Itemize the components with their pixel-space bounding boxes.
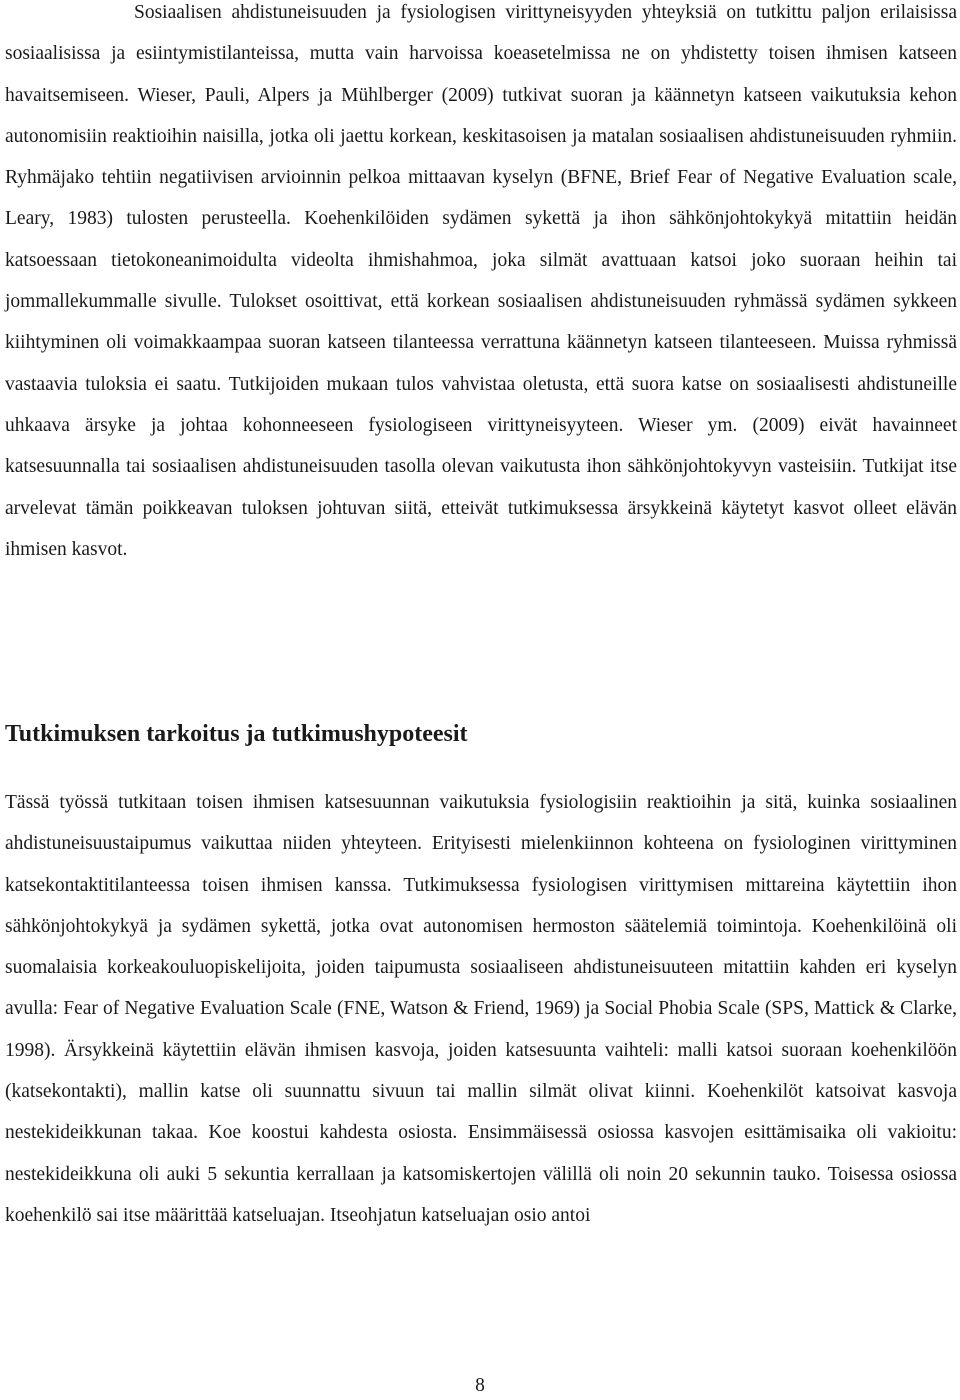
body-paragraph-study-aims: Tässä työssä tutkitaan toisen ihmisen katsesuunnan vaikutuksia fysiologisiin reaktioihin ja sitä, kuinka sosiaalinen ahdistuneisuustaipumus vaikuttaa niiden yhteyteen. Erityisesti mielenkiinnon kohteena on fysiologinen virittyminen katsekontaktitilanteessa toisen ihmisen kanssa. Tutkimuksessa fysiologisen virittymisen mittareina käytettiin ihon sähkönjohtokykyä ja sydämen sykettä, jotka ovat autonomisen hermoston säätelemiä toimintoja. Koehenkilöinä oli suomalaisia korkeakouluopiskelijoita, joiden taipumusta sosiaaliseen ahdistuneisuuteen mitattiin kahden eri kyselyn avulla: Fear of Negative Evaluation Scale (FNE, Watson & Friend, 1969) ja Social Phobia Scale (SPS, Mattick & Clarke, 1998). Ärsykkeinä käytettiin elävän ihmisen kasvoja, joiden katsesuunta vaihteli: malli katsoi suoraan koehenkilöön (katsekontakti), mallin katse oli suunnattu sivuun tai mallin silmät olivat kiinni. Koehenkilöt katsoivat kasvoja nestekideikkunan takaa. Koe koostui kahdesta osiosta. Ensimmäisessä osiossa kasvojen esittämisaika oli vakioitu: nestekideikkuna oli auki 5 sekuntia kerrallaan ja katsomiskertojen välillä oli noin 20 sekunnin tauko. Toisessa osiossa koehenkilö sai itse määrittää katseluajan. Itseohjatun katseluajan osio antoi (5, 792, 957, 1226)
body-paragraph-gaze-studies: Sosiaalisen ahdistuneisuuden ja fysiologisen virittyneisyyden yhteyksiä on tutkittu paljon erilaisissa sosiaalisissa ja esiintymistilanteissa, mutta vain harvoissa koeasetelmissa ne on yhdistetty toisen ihmisen katseen havaitsemiseen. Wieser, Pauli, Alpers ja Mühlberger (2009) tutkivat suoran ja käännetyn katseen vaikutuksia kehon autonomisiin reaktioihin naisilla, jotka oli jaettu korkean, keskitasoisen ja matalan sosiaalisen ahdistuneisuuden ryhmiin. Ryhmäjako tehtiin negatiivisen arvioinnin pelkoa mittaavan kyselyn (BFNE, Brief Fear of Negative Evaluation scale, Leary, 1983) tulosten perusteella. Koehenkilöiden sydämen sykettä ja ihon sähkönjohtokykyä mitattiin heidän katsoessaan tietokoneanimoidulta videolta ihmishahmoa, joka silmät avattuaan katsoi joko suoraan heihin tai jommallekummalle sivulle. Tulokset osoittivat, että korkean sosiaalisen ahdistuneisuuden ryhmässä sydämen sykkeen kiihtyminen oli voimakkaampaa suoran katseen tilanteessa verrattuna käännetyn katseen tilanteeseen. Muissa ryhmissä vastaavia tuloksia ei saatu. Tutkijoiden mukaan tulos vahvistaa oletusta, että suora katse on sosiaalisesti ahdistuneille uhkaava ärsyke ja johtaa kohonneeseen fysiologiseen virittyneisyyteen. Wieser ym. (2009) eivät havainneet katsesuunnalla tai sosiaalisen ahdistuneisuuden tasolla olevan vaikutusta ihon sähkönjohtokyvyn vasteisiin. Tutkijat itse arvelevat tämän poikkeavan tuloksen johtuvan siitä, etteivät tutkimuksessa ärsykkeinä käytetyt kasvot olleet elävän ihmisen kasvot. (5, 2, 957, 560)
section-heading: Tutkimuksen tarkoitus ja tutkimushypoteesit (5, 721, 468, 747)
page-number: 8 (475, 1375, 485, 1396)
